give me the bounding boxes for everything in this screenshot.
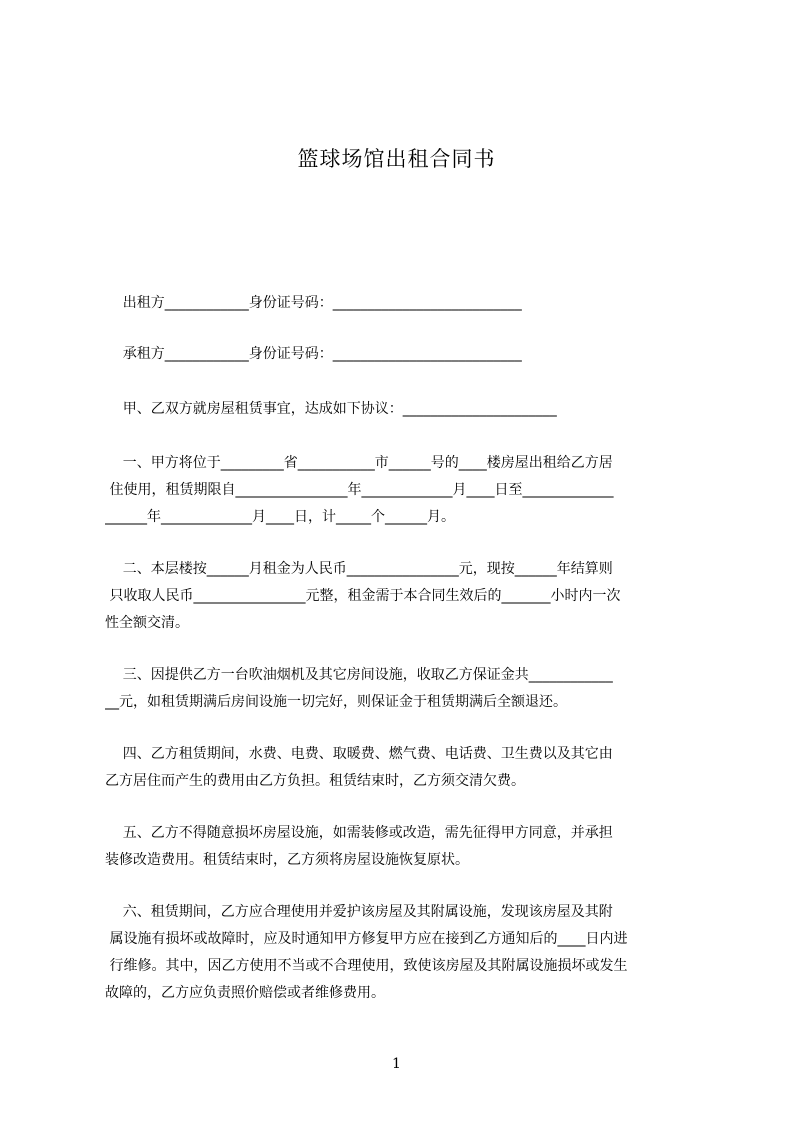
clause-5-line-2: 装修改造费用。租赁结束时，乙方须将房屋设施恢复原状。 bbox=[105, 852, 469, 868]
clause-2-line-2: 只收取人民币________________元整，租金需于本合同生效后的_______小时内一次 bbox=[105, 588, 621, 604]
clause-2-line-3: 性全额交清。 bbox=[105, 615, 189, 631]
clause-6-line-3: 行维修。其中，因乙方使用不当或不合理使用，致使该房屋及其附属设施损坏或发生 bbox=[105, 958, 628, 974]
page-number: 1 bbox=[392, 1056, 401, 1072]
party-lessor-line: 出租方____________身份证号码：___________________________ bbox=[105, 295, 522, 311]
clause-3-line-2: __元，如租赁期满后房间设施一切完好，则保证金于租赁期满后全额退还。 bbox=[105, 694, 567, 710]
clause-4-line-1: 四、乙方租赁期间，水费、电费、取暖费、燃气费、电话费、卫生费以及其它由 bbox=[105, 746, 613, 762]
clause-2-line-1: 二、本层楼按______月租金为人民币________________元，现按______年结算则 bbox=[105, 561, 613, 577]
document-title: 篮球场馆出租合同书 bbox=[297, 147, 496, 171]
clause-4-line-2: 乙方居住而产生的费用由乙方负担。租赁结束时，乙方须交清欠费。 bbox=[105, 773, 525, 789]
clause-1-line-2: 住使用，租赁期限自________________年_____________月____日至_____________ bbox=[105, 482, 614, 498]
clause-6-line-2: 属设施有损坏或故障时，应及时通知甲方修复甲方应在接到乙方通知后的____日内进 bbox=[105, 931, 628, 947]
clause-3-line-1: 三、因提供乙方一台吹油烟机及其它房间设施，收取乙方保证金共____________ bbox=[105, 667, 613, 683]
agreement-intro-line: 甲、乙双方就房屋租赁事宜，达成如下协议：______________________ bbox=[105, 401, 557, 417]
party-lessee-line: 承租方____________身份证号码：___________________________ bbox=[105, 346, 522, 362]
clause-1-line-3: ______年_____________月____日，计_____个______月。 bbox=[105, 509, 455, 525]
clause-6-line-4: 故障的，乙方应负责照价赔偿或者维修费用。 bbox=[105, 985, 385, 1001]
clause-5-line-1: 五、乙方不得随意损坏房屋设施，如需装修或改造，需先征得甲方同意，并承担 bbox=[105, 825, 613, 841]
clause-6-line-1: 六、租赁期间，乙方应合理使用并爱护该房屋及其附属设施，发现该房屋及其附 bbox=[105, 904, 613, 920]
clause-1-line-1: 一、甲方将位于_________省___________市______号的____楼房屋出租给乙方居 bbox=[105, 455, 613, 471]
